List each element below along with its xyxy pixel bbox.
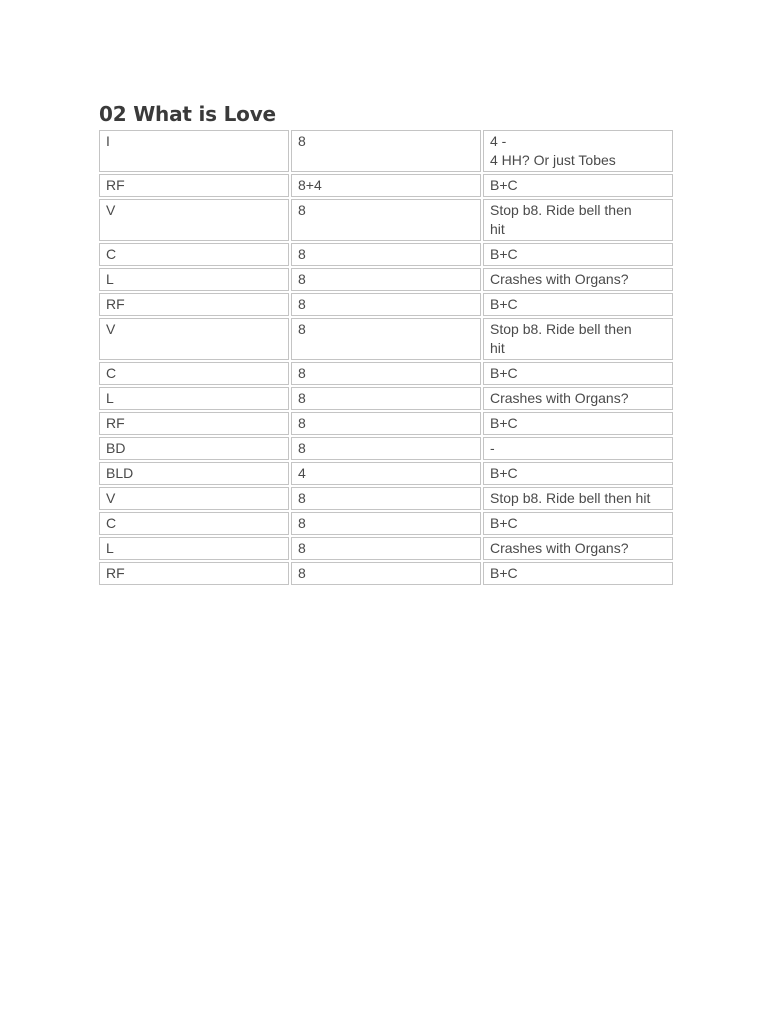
section-cell: RF: [99, 562, 289, 585]
section-cell: C: [99, 243, 289, 266]
section-cell: BD: [99, 437, 289, 460]
notes-cell: [483, 562, 673, 585]
section-cell: BLD: [99, 462, 289, 485]
bars-cell: 8+4: [291, 174, 481, 197]
table-row: [99, 437, 673, 460]
table-row: [99, 268, 673, 291]
bars-cell: 8: [291, 130, 481, 172]
bars-cell: 8: [291, 412, 481, 435]
table-row: [99, 537, 673, 560]
bars-cell: 4: [291, 462, 481, 485]
notes-line: Stop b8. Ride bell then: [490, 202, 632, 218]
section-cell: RF: [99, 412, 289, 435]
table-row: [99, 462, 673, 485]
notes-cell: [483, 268, 673, 291]
section-cell: L: [99, 268, 289, 291]
table-row: [99, 318, 673, 360]
notes-cell: [483, 318, 673, 360]
section-cell: V: [99, 318, 289, 360]
bars-cell: 8: [291, 362, 481, 385]
bars-cell: 8: [291, 562, 481, 585]
bars-cell: 8: [291, 199, 481, 241]
notes-line: hit: [490, 221, 505, 237]
notes-line: hit: [490, 340, 505, 356]
table-row: [99, 293, 673, 316]
bars-cell: 8: [291, 387, 481, 410]
table-row: [99, 412, 673, 435]
section-cell: I: [99, 130, 289, 172]
notes-cell: [483, 130, 673, 172]
section-cell: C: [99, 362, 289, 385]
bars-cell: 8: [291, 537, 481, 560]
setlist-table-body: [99, 130, 673, 585]
notes-cell: [483, 174, 673, 197]
bars-cell: 8: [291, 293, 481, 316]
table-row: [99, 174, 673, 197]
page-title: 02 What is Love: [99, 102, 276, 126]
bars-cell: 8: [291, 243, 481, 266]
section-cell: L: [99, 387, 289, 410]
table-row: [99, 512, 673, 535]
table-row: [99, 487, 673, 510]
document-page: [99, 102, 669, 587]
notes-line: -: [490, 440, 495, 456]
notes-line: B+C: [490, 565, 518, 581]
bars-cell: 8: [291, 437, 481, 460]
section-cell: V: [99, 199, 289, 241]
table-row: [99, 243, 673, 266]
notes-line: Crashes with Organs?: [490, 540, 629, 556]
table-row: [99, 362, 673, 385]
table-row: [99, 130, 673, 172]
notes-line: B+C: [490, 365, 518, 381]
bars-cell: 8: [291, 487, 481, 510]
table-row: [99, 562, 673, 585]
notes-line: B+C: [490, 177, 518, 193]
notes-line: B+C: [490, 515, 518, 531]
bars-cell: 8: [291, 318, 481, 360]
section-cell: L: [99, 537, 289, 560]
notes-cell: [483, 512, 673, 535]
notes-line: B+C: [490, 465, 518, 481]
notes-line: Stop b8. Ride bell then hit: [490, 490, 651, 506]
bars-cell: 8: [291, 512, 481, 535]
table-row: [99, 387, 673, 410]
notes-cell: [483, 537, 673, 560]
notes-cell: [483, 199, 673, 241]
setlist-table: [97, 128, 675, 587]
notes-cell: [483, 437, 673, 460]
section-cell: C: [99, 512, 289, 535]
bars-cell: 8: [291, 268, 481, 291]
notes-cell: [483, 462, 673, 485]
notes-line: B+C: [490, 415, 518, 431]
notes-line: 4 -: [490, 133, 507, 149]
notes-line: B+C: [490, 296, 518, 312]
section-cell: RF: [99, 174, 289, 197]
notes-line: B+C: [490, 246, 518, 262]
section-cell: V: [99, 487, 289, 510]
notes-line: Crashes with Organs?: [490, 271, 629, 287]
table-row: [99, 199, 673, 241]
notes-cell: [483, 362, 673, 385]
notes-line: Crashes with Organs?: [490, 390, 629, 406]
notes-cell: [483, 293, 673, 316]
notes-cell: [483, 243, 673, 266]
section-cell: RF: [99, 293, 289, 316]
notes-cell: [483, 487, 673, 510]
notes-cell: [483, 412, 673, 435]
notes-line: Stop b8. Ride bell then: [490, 321, 632, 337]
notes-cell: [483, 387, 673, 410]
notes-line: 4 HH? Or just Tobes: [490, 152, 616, 168]
